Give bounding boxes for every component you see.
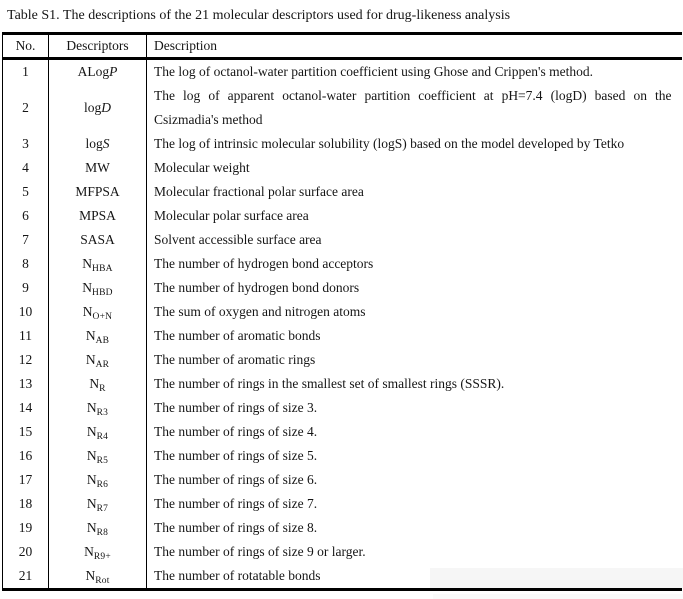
- descriptor-subscript: R9+: [93, 552, 111, 562]
- row-number-cell: 9: [3, 276, 49, 300]
- description-line: The number of aromatic bonds: [154, 328, 321, 343]
- table-row: [3, 180, 682, 204]
- description-cell: [147, 59, 682, 85]
- descriptor-italic-part: S: [102, 136, 110, 151]
- descriptor-cell: $N_{HBD}$: [49, 276, 147, 300]
- description-line: The log of octanol-water partition coefficient using Ghose and Crippen's method.: [154, 64, 593, 79]
- description-word: The: [154, 88, 175, 103]
- description-word: pH=7.4: [501, 88, 543, 103]
- description-word: (logD): [550, 88, 587, 103]
- table-body: [3, 59, 682, 590]
- descriptor-subscript: R5: [96, 456, 109, 466]
- table-row: [3, 132, 682, 156]
- description-cell: [147, 324, 682, 348]
- row-number-cell: 6: [3, 204, 49, 228]
- row-number-cell: 17: [3, 468, 49, 492]
- description-cell: [147, 468, 682, 492]
- description-cell: [147, 420, 682, 444]
- description-cell: [147, 84, 682, 132]
- description-line: Molecular polar surface area: [154, 208, 309, 223]
- table-row: [3, 324, 682, 348]
- descriptor-cell: $N_{R5}$: [49, 444, 147, 468]
- description-line: The number of aromatic rings: [154, 352, 316, 367]
- descriptor-cell: $N_{R6}$: [49, 468, 147, 492]
- row-number-cell: 3: [3, 132, 49, 156]
- row-number-cell: 4: [3, 156, 49, 180]
- description-line: The log of intrinsic molecular solubility (logS) based on the model developed by Tetko: [154, 136, 625, 151]
- descriptor-subscript: R: [99, 384, 106, 394]
- descriptor-cell: logD: [49, 84, 147, 132]
- table-row: [3, 492, 682, 516]
- descriptor-subscript: HBD: [92, 288, 113, 298]
- row-number-cell: 13: [3, 372, 49, 396]
- descriptor-subscript: O+N: [92, 312, 113, 322]
- description-cell: [147, 276, 682, 300]
- description-cell: [147, 156, 682, 180]
- description-word: apparent: [227, 88, 275, 103]
- description-cell: [147, 252, 682, 276]
- table-header: [3, 34, 682, 59]
- row-number-cell: 7: [3, 228, 49, 252]
- row-number-cell: 15: [3, 420, 49, 444]
- description-line: Solvent accessible surface area: [154, 232, 322, 247]
- header-description: Description: [154, 38, 217, 53]
- row-number-cell: 2: [3, 84, 49, 132]
- descriptor-italic-part: D: [101, 100, 111, 115]
- row-number-cell: 16: [3, 444, 49, 468]
- table-row: [3, 276, 682, 300]
- table-row: [3, 420, 682, 444]
- row-number-cell: 21: [3, 564, 49, 590]
- descriptor-cell: logS: [49, 132, 147, 156]
- row-number-cell: 20: [3, 540, 49, 564]
- descriptor-cell: $N_{HBA}$: [49, 252, 147, 276]
- description-cell: [147, 300, 682, 324]
- descriptor-subscript: R3: [96, 408, 109, 418]
- descriptor-cell: MW: [49, 156, 147, 180]
- description-line: The number of hydrogen bond donors: [154, 280, 360, 295]
- table-row: [3, 372, 682, 396]
- table-row: [3, 204, 682, 228]
- description-cell: [147, 228, 682, 252]
- descriptor-subscript: R4: [96, 432, 109, 442]
- descriptor-cell: $N_{R4}$: [49, 420, 147, 444]
- row-number-cell: 11: [3, 324, 49, 348]
- descriptor-cell: $N_{O+N}$: [49, 300, 147, 324]
- description-cell: [147, 564, 682, 590]
- description-word: partition: [364, 88, 411, 103]
- table-row: [3, 300, 682, 324]
- description-word: on: [633, 88, 647, 103]
- descriptor-cell: $N_{Rot}$: [49, 564, 147, 590]
- descriptor-subscript: Rot: [95, 576, 110, 586]
- description-cell: [147, 204, 682, 228]
- table-row: [3, 156, 682, 180]
- description-line: Molecular fractional polar surface area: [154, 184, 364, 199]
- row-number-cell: 8: [3, 252, 49, 276]
- table-row: [3, 84, 682, 132]
- description-word: the: [655, 88, 672, 103]
- descriptor-cell: $N_R$: [49, 372, 147, 396]
- description-line: The number of rings of size 6.: [154, 472, 318, 487]
- scan-artifact: [433, 594, 683, 599]
- description-cell: [147, 444, 682, 468]
- row-number-cell: 19: [3, 516, 49, 540]
- descriptor-subscript: R8: [96, 528, 109, 538]
- description-cell: [147, 180, 682, 204]
- description-cell: [147, 516, 682, 540]
- description-cell: [147, 132, 682, 156]
- descriptor-subscript: R7: [96, 504, 109, 514]
- description-line: Molecular weight: [154, 160, 250, 175]
- descriptor-cell: $N_{R8}$: [49, 516, 147, 540]
- description-cell: [147, 492, 682, 516]
- description-cell: [147, 372, 682, 396]
- description-word: of: [208, 88, 220, 103]
- description-word: log: [183, 88, 201, 103]
- description-line: The number of hydrogen bond acceptors: [154, 256, 374, 271]
- description-line: The number of rings of size 9 or larger.: [154, 544, 366, 559]
- description-cell: [147, 396, 682, 420]
- descriptor-subscript: AR: [95, 360, 110, 370]
- description-line: [154, 84, 672, 108]
- descriptor-subscript: HBA: [92, 264, 113, 274]
- description-cell: [147, 348, 682, 372]
- description-line: The number of rotatable bonds: [154, 568, 321, 583]
- description-line: The number of rings in the smallest set of smallest rings (SSSR).: [154, 376, 505, 391]
- table-caption: Table S1. The descriptions of the 21 molecular descriptors used for drug-likeness analysis: [7, 8, 511, 23]
- table-row: [3, 444, 682, 468]
- descriptor-subscript: R6: [96, 480, 109, 490]
- descriptor-subscript: AB: [95, 336, 110, 346]
- descriptor-cell: MFPSA: [49, 180, 147, 204]
- description-line: The sum of oxygen and nitrogen atoms: [154, 304, 366, 319]
- descriptor-table: [2, 32, 682, 591]
- description-line: The number of rings of size 8.: [154, 520, 318, 535]
- descriptor-cell: ALogP: [49, 59, 147, 85]
- descriptor-cell: $N_{R3}$: [49, 396, 147, 420]
- descriptor-cell: MPSA: [49, 204, 147, 228]
- header-row: [3, 34, 682, 59]
- description-word: coefficient: [418, 88, 476, 103]
- row-number-cell: 18: [3, 492, 49, 516]
- description-line: The number of rings of size 4.: [154, 424, 318, 439]
- header-no: No.: [3, 34, 49, 59]
- row-number-cell: 12: [3, 348, 49, 372]
- description-word: at: [483, 88, 494, 103]
- row-number-cell: 1: [3, 59, 49, 85]
- table-row: [3, 396, 682, 420]
- description-line: The number of rings of size 3.: [154, 400, 318, 415]
- table-row: [3, 540, 682, 564]
- description-word: based: [594, 88, 626, 103]
- header-descriptors: Descriptors: [49, 34, 147, 59]
- descriptor-cell: $N_{AB}$: [49, 324, 147, 348]
- description-word: octanol-water: [282, 88, 357, 103]
- descriptor-cell: $N_{AR}$: [49, 348, 147, 372]
- descriptor-italic-part: P: [109, 64, 118, 79]
- description-line: The number of rings of size 5.: [154, 448, 318, 463]
- table-row: [3, 59, 682, 85]
- table-row: [3, 564, 682, 590]
- description-cell: [147, 540, 682, 564]
- table-row: [3, 348, 682, 372]
- table-row: [3, 468, 682, 492]
- table-row: [3, 516, 682, 540]
- row-number-cell: 14: [3, 396, 49, 420]
- row-number-cell: 10: [3, 300, 49, 324]
- descriptor-cell: $N_{R9+}$: [49, 540, 147, 564]
- table-row: [3, 252, 682, 276]
- table-row: [3, 228, 682, 252]
- descriptor-cell: $N_{R7}$: [49, 492, 147, 516]
- row-number-cell: 5: [3, 180, 49, 204]
- description-line: Csizmadia's method: [154, 112, 263, 127]
- descriptor-cell: SASA: [49, 228, 147, 252]
- description-line: The number of rings of size 7.: [154, 496, 318, 511]
